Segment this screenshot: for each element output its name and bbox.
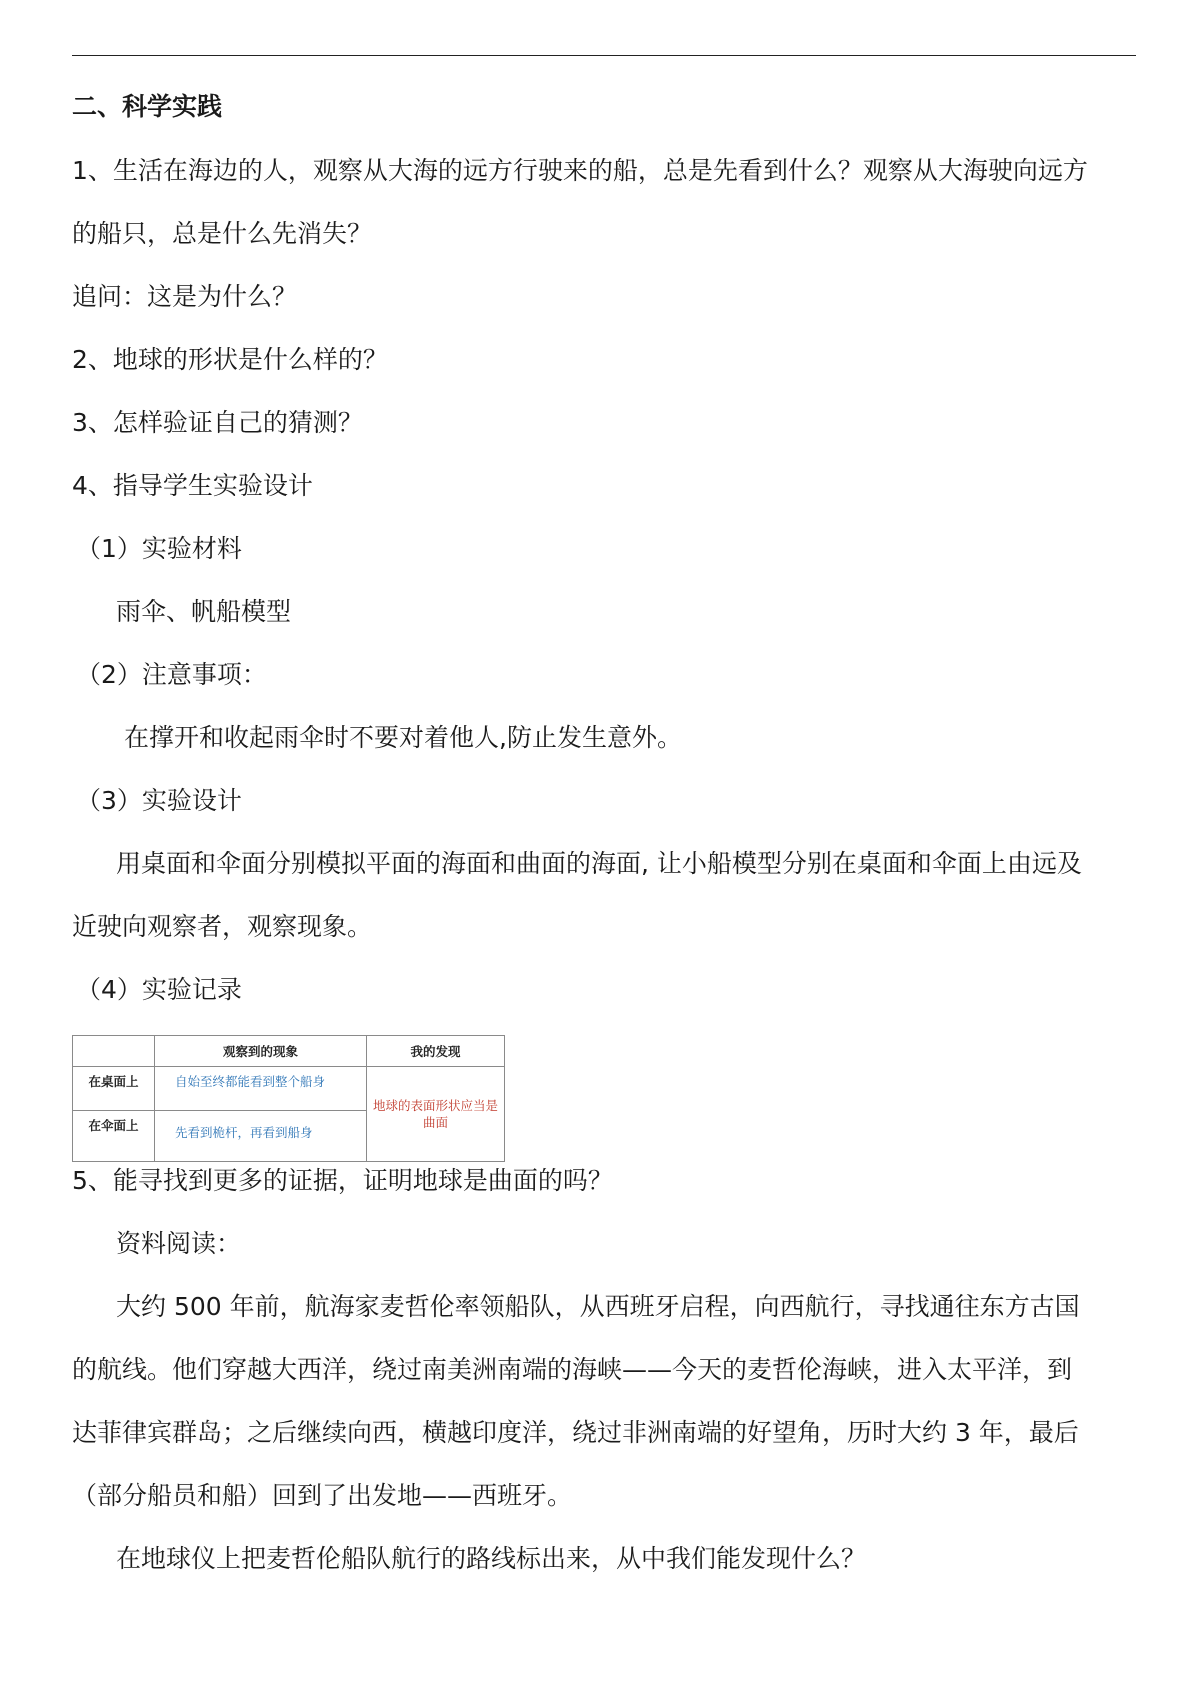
reading-line-3: 达菲律宾群岛；之后继续向西，横越印度洋，绕过非洲南端的好望角，历时大约 3 年，最后 [72, 1418, 1079, 1447]
reading-line-1: 大约 500 年前，航海家麦哲伦率领船队，从西班牙启程，向西航行，寻找通往东方古国 [116, 1292, 1080, 1321]
question-5: 5、能寻找到更多的证据，证明地球是曲面的吗？ [72, 1166, 613, 1195]
materials-body: 雨伞、帆船模型 [116, 597, 292, 626]
reading-line-2: 的航线。他们穿越大西洋，绕过南美洲南端的海峡——今天的麦哲伦海峡，进入太平洋，到 [72, 1355, 1073, 1384]
record-title: （4）实验记录 [76, 975, 242, 1004]
row-label-umbrella: 在伞面上 [73, 1111, 155, 1162]
notes-title: （2）注意事项： [76, 660, 267, 689]
observed-umbrella: 先看到桅杆，再看到船身 [155, 1111, 367, 1162]
question-2: 2、地球的形状是什么样的？ [72, 345, 388, 374]
top-rule [72, 55, 1136, 56]
experiment-record-table [72, 1035, 505, 1162]
observed-desk: 自始至终都能看到整个船身 [155, 1067, 367, 1111]
header-empty-cell [73, 1036, 155, 1067]
materials-title: （1）实验材料 [76, 534, 242, 563]
finding-cell: 地球的表面形状应当是曲面 [367, 1067, 505, 1162]
final-question: 在地球仪上把麦哲伦船队航行的路线标出来，从中我们能发现什么？ [116, 1544, 867, 1573]
design-line-2: 近驶向观察者，观察现象。 [72, 912, 373, 941]
notes-body: 在撑开和收起雨伞时不要对着他人,防止发生意外。 [124, 723, 682, 752]
section-title: 二、科学实践 [72, 92, 223, 121]
followup-question: 追问：这是为什么？ [72, 282, 298, 311]
question-3: 3、怎样验证自己的猜测？ [72, 408, 363, 437]
table-row [73, 1067, 505, 1111]
row-label-desk: 在桌面上 [73, 1067, 155, 1111]
reading-line-4: （部分船员和船）回到了出发地——西班牙。 [72, 1481, 573, 1510]
header-finding: 我的发现 [367, 1036, 505, 1067]
question-4: 4、指导学生实验设计 [72, 471, 313, 500]
question-1-line-2: 的船只，总是什么先消失？ [72, 219, 373, 248]
design-title: （3）实验设计 [76, 786, 242, 815]
table-header-row [73, 1036, 505, 1067]
reading-title: 资料阅读： [116, 1229, 242, 1258]
header-observed: 观察到的现象 [155, 1036, 367, 1067]
question-1-line-1: 1、生活在海边的人，观察从大海的远方行驶来的船，总是先看到什么？观察从大海驶向远方 [72, 156, 1088, 185]
design-line-1: 用桌面和伞面分别模拟平面的海面和曲面的海面, 让小船模型分别在桌面和伞面上由远及 [116, 849, 1082, 878]
